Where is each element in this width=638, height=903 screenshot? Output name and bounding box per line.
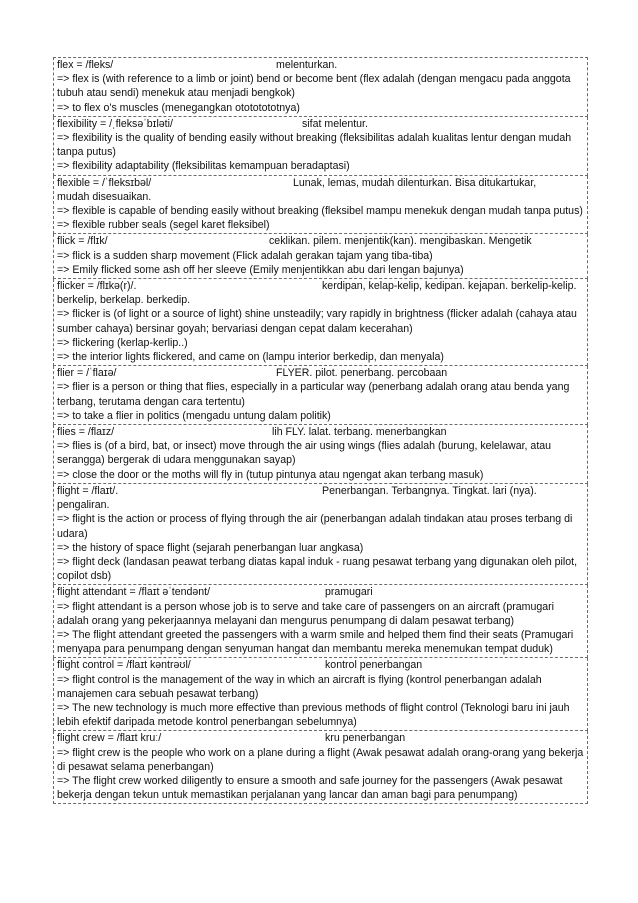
definition-line: => flight crew is the people who work on a plane during a flight (Awak pesawat adalah orang-orang yang bekerja di pesawat selama penerbangan) (57, 746, 584, 773)
headword: flier = /ˈflaɪə/ (57, 367, 117, 380)
entry-flight-control (53, 658, 588, 731)
example-line: => flickering (kerlap-kerlip..) (57, 336, 188, 349)
entry-head (57, 366, 584, 380)
gloss-continuation: berkelip, berkelap. berkedip. (57, 294, 191, 307)
entry-head (57, 484, 584, 498)
headword: flicker = /flɪkə(r)/. (57, 280, 137, 293)
example-line: => The new technology is much more effective than previous methods of flight control (Teknologi baru ini jauh lebih efektif daripada metode kontrol penerbangan sebelumnya) (57, 701, 570, 729)
headword: flick = /flɪk/ (57, 235, 108, 248)
example-line: => the interior lights flickered, and came on (lampu interior berkedip, dan menyala) (57, 351, 444, 364)
definition-line: => flicker is (of light or a source of light) shine unsteadily; vary rapidly in brightness (flicker adalah (cahaya atau sumber cahaya) bersinar goyah; bervariasi dengan cepat dalam kecerahan) (57, 308, 577, 335)
example-line: => to take a flier in politics (mengadu untung dalam politik) (57, 409, 331, 422)
example-line: => flexible rubber seals (segel karet fleksibel) (57, 219, 270, 232)
headword: flight crew = /flaɪt kruː/ (57, 732, 162, 745)
entry-head (57, 425, 584, 439)
gloss: FLYER. pilot. penerbang. percobaan (276, 367, 448, 380)
entry-head (57, 58, 584, 72)
gloss: pramugari (325, 586, 373, 599)
entry-flexibility (53, 117, 588, 176)
gloss: kerdipan, kelap-kelip, kedipan. kejapan. berkelip-kelip. (322, 280, 577, 293)
example-line: => Emily flicked some ash off her sleeve (Emily menjentikkan abu dari lengan bajunya) (57, 263, 464, 276)
glossary-page (53, 57, 588, 804)
example-line: => the history of space flight (sejarah penerbangan luar angkasa) (57, 541, 364, 554)
example-line: => to flex o's muscles (menegangkan otototototnya) (57, 101, 300, 114)
headword: flexible = /ˈfleksɪbəl/ (57, 176, 152, 189)
gloss: ceklikan. pilem. menjentik(kan). mengibaskan. Mengetik (269, 235, 532, 248)
gloss: kontrol penerbangan (325, 659, 423, 672)
definition-line: => flex is (with reference to a limb or joint) bend or become bent (flex adalah (dengan mengacu pada anggota tubuh atau sendi) menekuk atau menjadi bengkok) (57, 73, 571, 100)
definition-line: => flight attendant is a person whose job is to serve and take care of passengers on an aircraft (pramugari adalah orang yang pekerjaannya melayani dan mengurus penumpang di dalam pesawat terbang) (57, 600, 555, 627)
headword: flight = /flaɪt/. (57, 484, 119, 497)
gloss: lih FLY. lalat. terbang. menerbangkan (272, 426, 447, 439)
gloss: Lunak, lemas, mudah dilenturkan. Bisa ditukartukar, (293, 176, 537, 189)
gloss: Penerbangan. Terbangnya. Tingkat. lari (nya). (322, 484, 537, 497)
definition-line: => flight control is the management of the way in which an aircraft is flying (kontrol penerbangan adalah manajemen cara sebuah pesawat terbang) (57, 673, 542, 700)
headword: flight attendant = /flaɪt əˈtendənt/ (57, 586, 211, 599)
entry-head (57, 234, 584, 248)
definition-line: => flexible is capable of bending easily without breaking (fleksibel mampu menekuk dengan mudah tanpa putus) (57, 205, 583, 218)
gloss: sifat melentur. (302, 117, 368, 130)
headword: flies = /flaɪz/ (57, 426, 115, 439)
example-line: => flight deck (landasan peawat terbang diatas kapal induk - ruang pesawat terbang yang digunakan oleh pilot, copilot dsb) (57, 555, 578, 583)
entry-flexible (53, 176, 588, 235)
entry-flex (53, 57, 588, 117)
entry-head (57, 117, 584, 131)
entry-head (57, 658, 584, 672)
definition-line: => flier is a person or thing that flies, especially in a particular way (penerbang adalah orang atau benda yang terbang, terutama dengan cara tertentu) (57, 381, 570, 408)
entry-head (57, 731, 584, 745)
entry-head (57, 585, 584, 599)
example-line: => The flight crew worked diligently to ensure a smooth and safe journey for the passengers (Awak pesawat bekerja dengan tekun untuk memastikan perjalanan yang lancar dan aman bagi para penumpang) (57, 774, 563, 802)
entry-head (57, 176, 584, 190)
gloss-continuation: pengaliran. (57, 499, 110, 512)
definition-line: => flexibility is the quality of bending easily without breaking (fleksibilitas adalah kualitas lentur dengan mudah tanpa putus) (57, 132, 572, 159)
entry-head (57, 279, 584, 293)
entry-flies (53, 425, 588, 484)
definition-line: => flight is the action or process of flying through the air (penerbangan adalah tindakan atau proses terbang di udara) (57, 513, 573, 540)
definition-line: => flies is (of a bird, bat, or insect) move through the air using wings (flies adalah (burung, kelelawar, atau serangga) bergerak di udara menggunakan sayap) (57, 440, 552, 467)
definition-line: => flick is a sudden sharp movement (Flick adalah gerakan tajam yang tiba-tiba) (57, 249, 433, 262)
entry-flight (53, 484, 588, 585)
example-line: => close the door or the moths will fly in (tutup pintunya atau ngengat akan terbang masuk) (57, 468, 484, 481)
gloss: melenturkan. (276, 59, 338, 71)
headword: flexibility = /ˌfleksəˈbɪləti/ (57, 117, 173, 130)
example-line: => The flight attendant greeted the passengers with a warm smile and helped them find their seats (Pramugari menyapa para penumpang dengan senyuman hangat dan membantu mereka menemukan tempat duduk) (57, 628, 574, 656)
gloss: kru penerbangan (325, 732, 406, 745)
example-line: => flexibility adaptability (fleksibilitas kemampuan beradaptasi) (57, 160, 350, 173)
headword: flight control = /flaɪt kəntrəʊl/ (57, 659, 191, 672)
entry-flicker (53, 279, 588, 366)
entry-flight-attendant (53, 585, 588, 658)
entry-flick (53, 234, 588, 279)
entry-flier (53, 366, 588, 425)
entry-flight-crew (53, 731, 588, 804)
headword: flex = /fleks/ (57, 59, 114, 71)
gloss-continuation: mudah disesuaikan. (57, 190, 152, 203)
